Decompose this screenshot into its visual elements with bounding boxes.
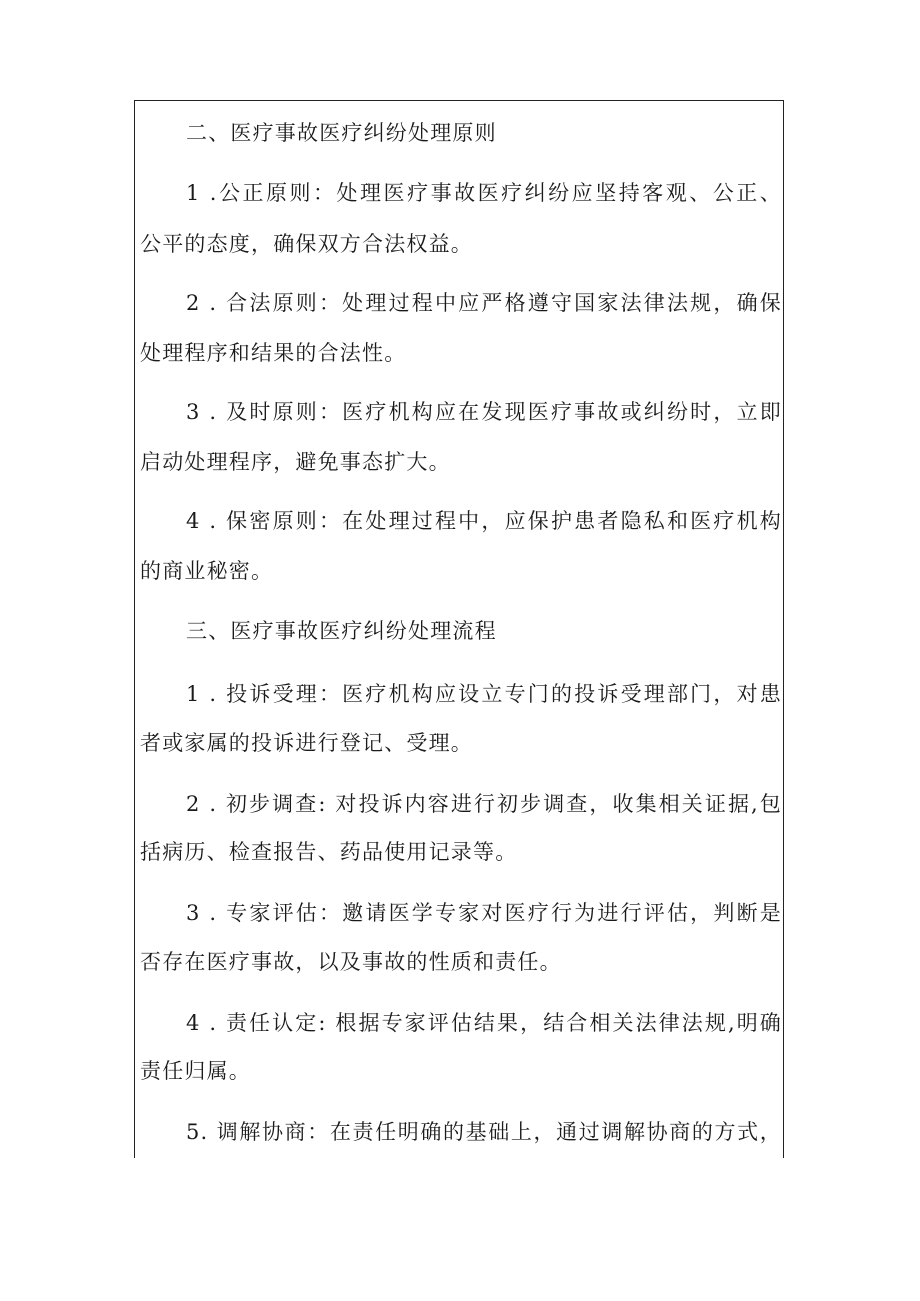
principle-3-line-1: 3 . 及时原则：医疗机构应在发现医疗事故或纠纷时，立即 bbox=[186, 400, 782, 424]
principle-1-line-2: 公平的态度，确保双方合法权益。 bbox=[140, 232, 473, 256]
process-1-line-1: 1 . 投诉受理：医疗机构应设立专门的投诉受理部门，对患 bbox=[186, 682, 782, 706]
principle-3-line-2: 启动处理程序，避免事态扩大。 bbox=[140, 450, 451, 474]
process-2-line-1: 2 . 初步调查: 对投诉内容进行初步调查，收集相关证据,包 bbox=[186, 792, 782, 816]
process-4-line-1: 4 . 责任认定: 根据专家评估结果，结合相关法律法规,明确 bbox=[186, 1011, 782, 1035]
section-heading-process: 三、医疗事故医疗纠纷处理流程 bbox=[186, 619, 497, 643]
process-3-line-2: 否存在医疗事故，以及事故的性质和责任。 bbox=[140, 950, 562, 974]
process-2-line-2: 括病历、检查报告、药品使用记录等。 bbox=[140, 840, 518, 864]
process-1-line-2: 者或家属的投诉进行登记、受理。 bbox=[140, 731, 473, 755]
process-4-line-2: 责任归属。 bbox=[140, 1059, 251, 1083]
principle-4-line-2: 的商业秘密。 bbox=[140, 559, 274, 583]
section-heading-principles: 二、医疗事故医疗纠纷处理原则 bbox=[186, 121, 497, 145]
principle-1-line-1: 1 .公正原则：处理医疗事故医疗纠纷应坚持客观、公正、 bbox=[186, 181, 782, 205]
principle-4-line-1: 4 . 保密原则：在处理过程中，应保护患者隐私和医疗机构 bbox=[186, 509, 782, 533]
process-3-line-1: 3 . 专家评估：邀请医学专家对医疗行为进行评估，判断是 bbox=[186, 901, 782, 925]
process-5-line-1: 5. 调解协商：在责任明确的基础上，通过调解协商的方式， bbox=[186, 1120, 782, 1144]
principle-2-line-1: 2 . 合法原则：处理过程中应严格遵守国家法律法规，确保 bbox=[186, 291, 782, 315]
principle-2-line-2: 处理程序和结果的合法性。 bbox=[140, 341, 407, 365]
